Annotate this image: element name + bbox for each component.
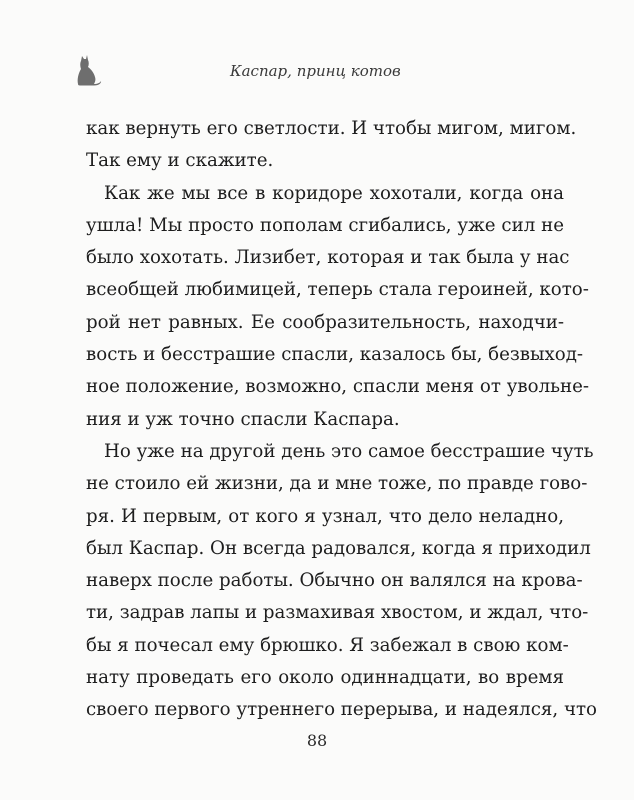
text-line: всеобщей любимицей, теперь стала героиней, кото- bbox=[86, 279, 589, 301]
text-line: был Каспар. Он всегда радовался, когда я приходил bbox=[86, 537, 591, 559]
text-line: ря. И первым, от кого я узнал, что дело неладно, bbox=[86, 505, 564, 527]
text-line: Так ему и скажите. bbox=[86, 150, 274, 172]
text-line: рой нет равных. Ее сообразительность, находчи- bbox=[86, 311, 564, 333]
text-line: бы я почесал ему брюшко. Я забежал в свою ком- bbox=[86, 634, 569, 656]
text-line: ти, задрав лапы и размахивая хвостом, и ждал, что- bbox=[86, 602, 589, 624]
text-line: наверх после работы. Обычно он валялся на крова- bbox=[86, 570, 583, 592]
text-line: вость и бесстрашие спасли, казалось бы, безвыход- bbox=[86, 344, 584, 366]
text-line: ное положение, возможно, спасли меня от увольне- bbox=[86, 376, 590, 398]
text-line: Но уже на другой день это самое бесстрашие чуть bbox=[104, 440, 594, 462]
text-line: не стоило ей жизни, да и мне тоже, по правде гово- bbox=[86, 473, 588, 495]
running-title: Каспар, принц котов bbox=[230, 62, 401, 80]
text-line: ушла! Мы просто пополам сгибались, уже сил не bbox=[86, 214, 564, 236]
page-number: 88 bbox=[306, 731, 328, 750]
text-line: своего первого утреннего перерыва, и надеялся, что bbox=[86, 699, 597, 721]
text-line: ния и уж точно спасли Каспара. bbox=[86, 408, 400, 430]
text-line: Как же мы все в коридоре хохотали, когда она bbox=[104, 182, 564, 204]
text-line: было хохотать. Лизибет, которая и так была у нас bbox=[86, 247, 570, 269]
text-line: как вернуть его светлости. И чтобы мигом, мигом. bbox=[86, 118, 577, 139]
body-text bbox=[86, 113, 597, 727]
cat-silhouette-icon bbox=[72, 54, 102, 86]
text-line: нату проведать его около одиннадцати, во время bbox=[86, 667, 564, 689]
